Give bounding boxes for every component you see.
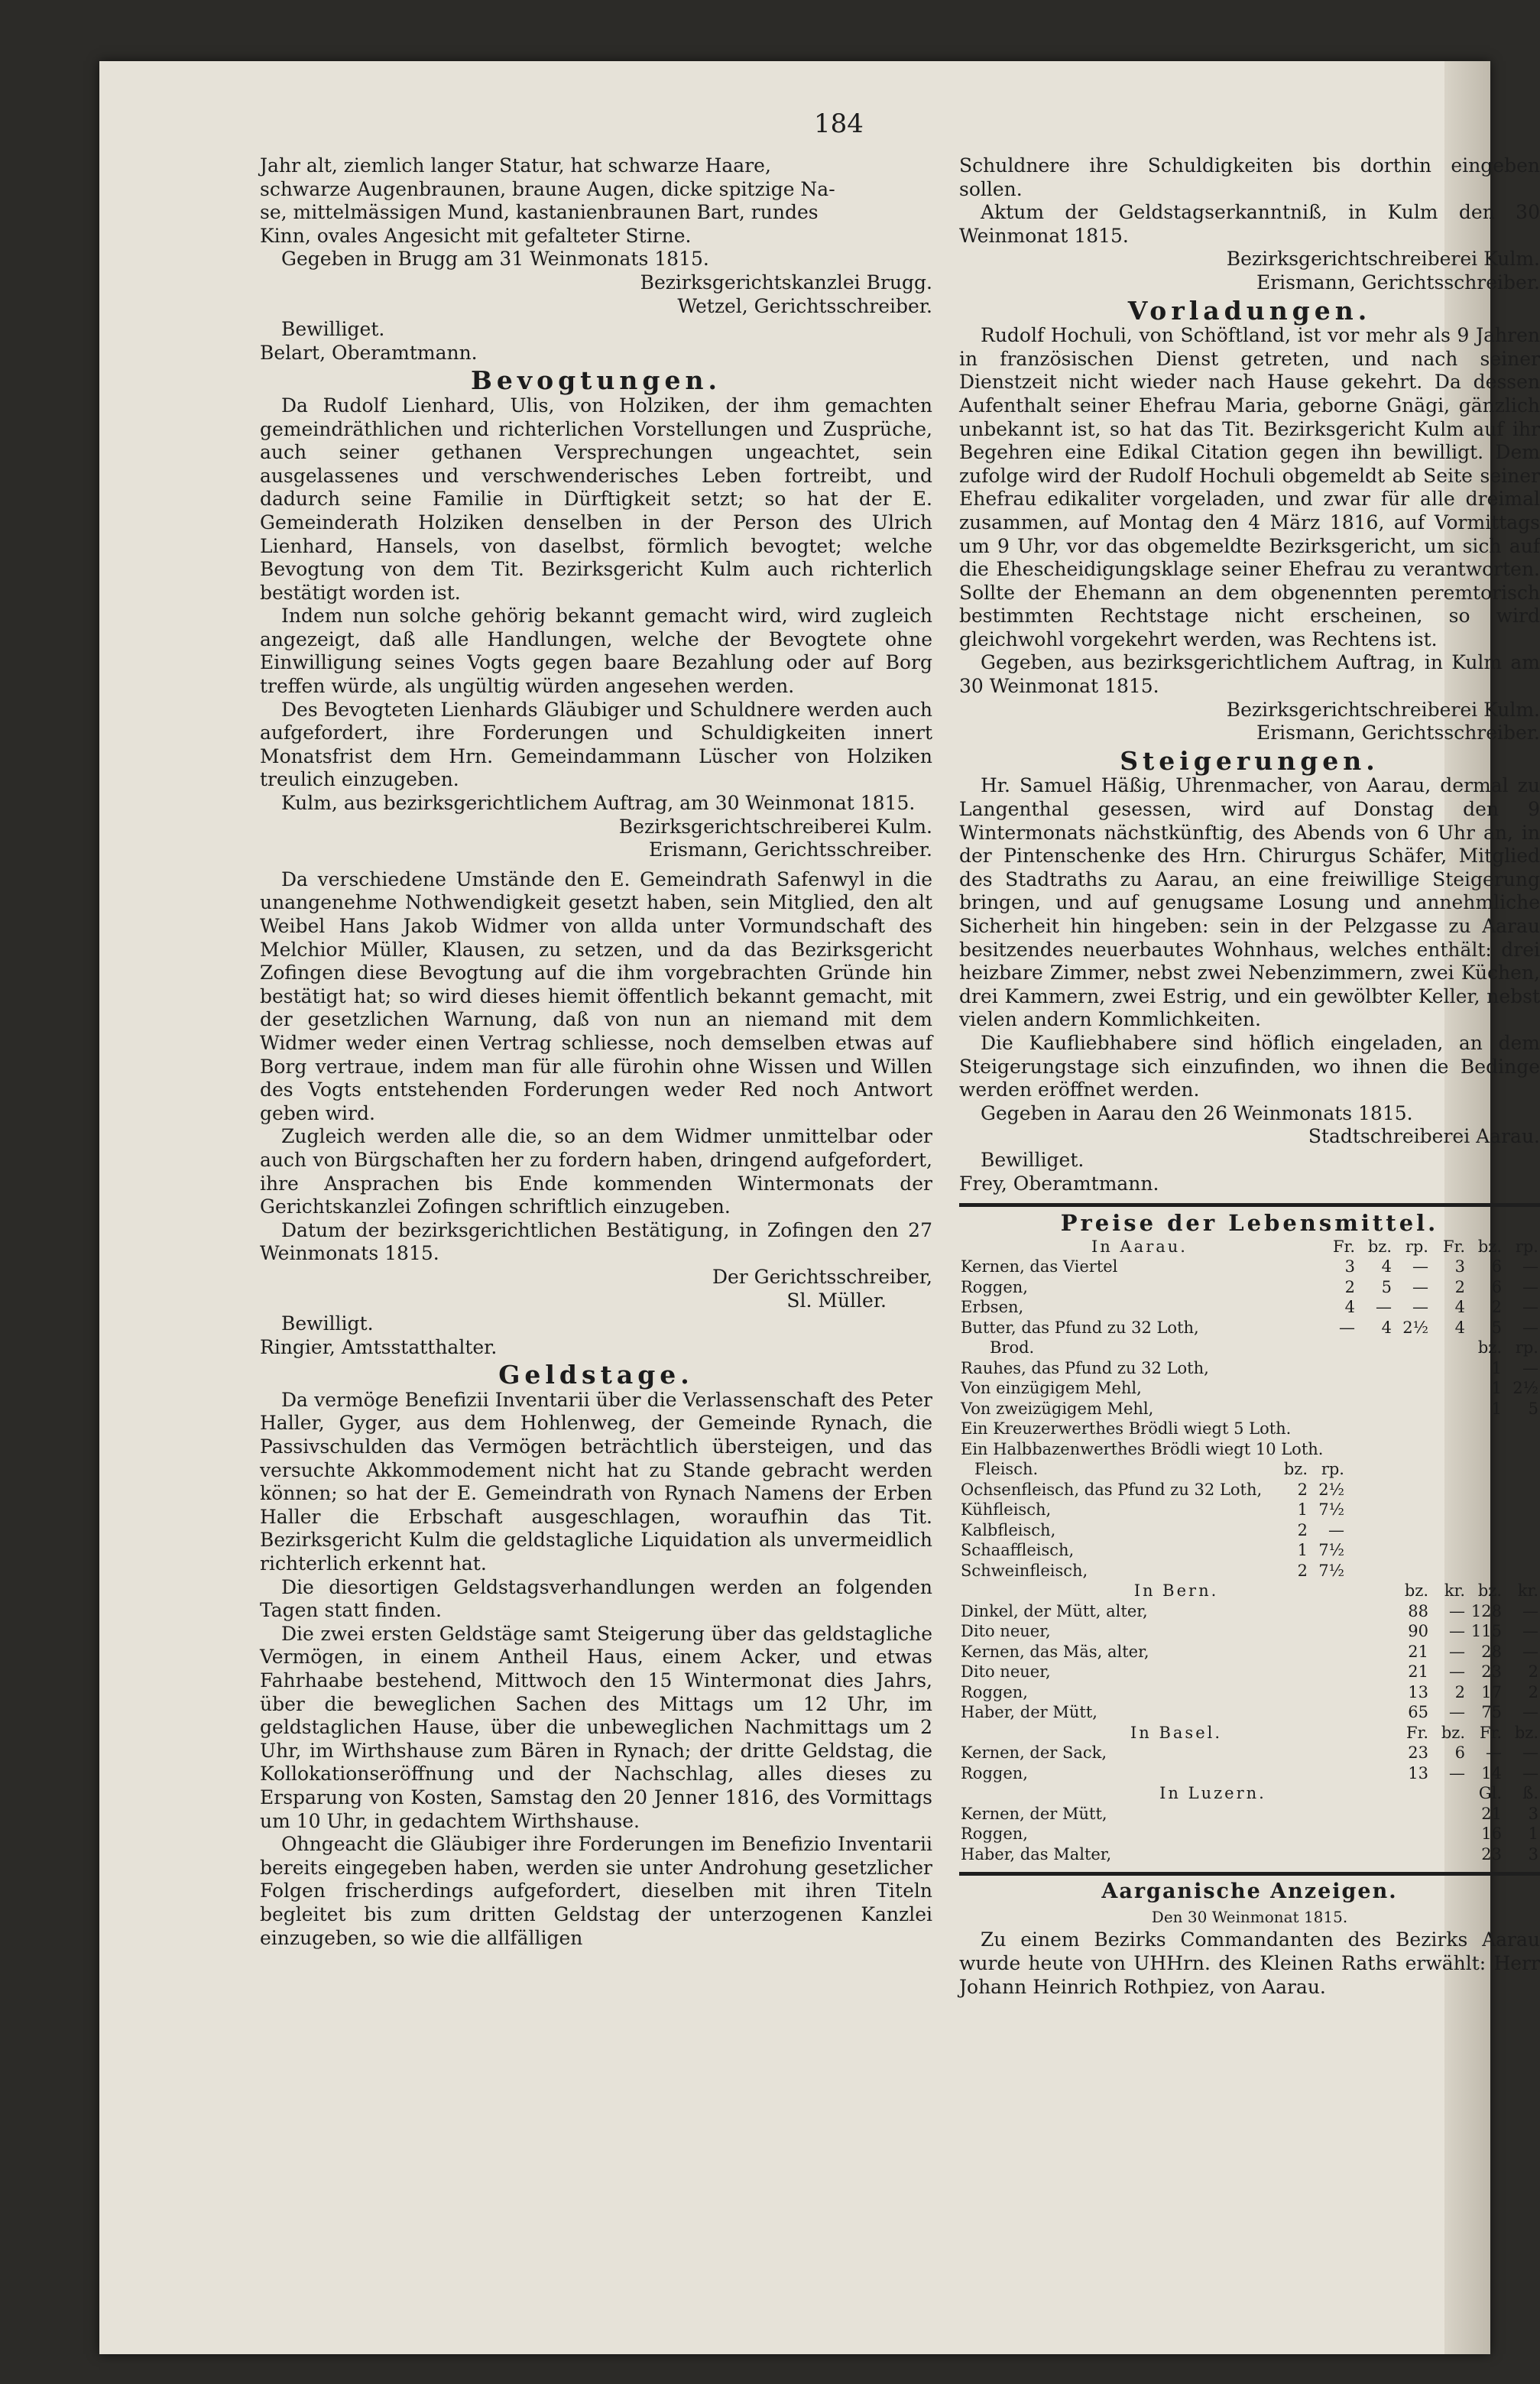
table-row xyxy=(959,1480,1540,1500)
notice-date: Gegeben in Aarau den 26 Weinmonats 1815. xyxy=(981,1101,1413,1124)
section-rule xyxy=(959,1203,1540,1207)
table-row xyxy=(959,1824,1540,1844)
value: — xyxy=(1412,1277,1428,1296)
value: 6 xyxy=(1491,1257,1502,1276)
notice-paragraph: Da Rudolf Lienhard, Ulis, von Holziken, der ihm gemachten gemeindräthlichen und richterlichen Vorstellungen und Zusprüche, auch seiner gethanen Versprechungen ungeachtet, sein ausgelassenes und verschwenderisches Leben fortreibt, und dadurch seine Familie in Dürftigkeit setzt; so hat der E. Gemeinderath Holziken denselben in der Person des Ulrich Lienhard, Hansels, von daselbst, förmlich bevogtet; welche Bevogtung von dem Tit. Bezirksgericht Kulm auch richterlich bestätigt worden ist. xyxy=(260,394,932,604)
value: 65 xyxy=(1408,1703,1428,1722)
value: 2 xyxy=(1297,1561,1308,1580)
value: 115 xyxy=(1470,1622,1502,1641)
value: — xyxy=(1522,1257,1538,1276)
col-header: rp. xyxy=(1405,1237,1428,1256)
value: — xyxy=(1328,1520,1344,1539)
value: 2 xyxy=(1454,1682,1465,1701)
notice-paragraph: Die zwei ersten Geldstäge samt Steigerung über das geldstagliche Vermögen, in einem Antheil Haus, einem Acker, und etwas Fahrhaabe bestehend, Mittwoch den 15 Wintermonat dies Jahrs, über die beweglichen Sachen des Mittags um 12 Uhr, im geldstaglichen Hause, über die unbeweglichen Nachmittags um 2 Uhr, im Wirthshause zum Bären in Rynach; der dritte Geldstag, die Kollokationseröffnung und der Nachschlag, alles dieses zu Ersparung von Kosten, Samstag den 20 Jenner 1816, des Vormittags um 10 Uhr, in gedachtem Wirthshause. xyxy=(260,1622,932,1832)
prices-heading: Preise der Lebensmittel. xyxy=(1060,1210,1439,1237)
col-header: kr. xyxy=(1517,1581,1538,1601)
value: 1 xyxy=(1297,1541,1308,1560)
signature: Bezirksgerichtschreiberei Kulm. xyxy=(1226,698,1540,721)
value: 7½ xyxy=(1318,1541,1344,1560)
col-header: Fr. xyxy=(1333,1237,1355,1256)
col-header: bz. xyxy=(1477,1581,1502,1601)
col-header: bz. xyxy=(1283,1460,1308,1479)
value: 1 xyxy=(1491,1379,1502,1398)
table-row xyxy=(959,1358,1540,1379)
item: Von einzügigem Mehl, xyxy=(961,1379,1142,1398)
col-header: Fr. xyxy=(1443,1237,1465,1256)
notice-date: Kulm, aus bezirksgerichtlichem Auftrag, am 30 Weinmonat 1815. xyxy=(281,792,916,815)
value: 13 xyxy=(1408,1763,1428,1782)
value: — xyxy=(1449,1662,1465,1682)
table-row xyxy=(959,1520,1540,1541)
table-row xyxy=(959,1763,1540,1784)
value: 2 xyxy=(1344,1277,1355,1296)
value: 16 xyxy=(1481,1824,1502,1844)
anzeigen-heading: Aarganische Anzeigen. xyxy=(1101,1880,1398,1904)
col-header: Fr. xyxy=(1406,1723,1428,1742)
item: Schweinfleisch, xyxy=(961,1561,1088,1580)
value: 1 xyxy=(1491,1358,1502,1377)
table-row xyxy=(959,1844,1540,1865)
value: 5 xyxy=(1528,1399,1538,1418)
item: Roggen, xyxy=(961,1763,1028,1782)
value: — xyxy=(1376,1298,1392,1317)
item: Dito neuer, xyxy=(961,1662,1051,1682)
value: 5 xyxy=(1491,1318,1502,1337)
item: Butter, das Pfund zu 32 Loth, xyxy=(961,1318,1199,1337)
intro-date: Gegeben in Brugg am 31 Weinmonats 1815. xyxy=(281,248,709,271)
value: — xyxy=(1522,1763,1538,1782)
signature: Erismann, Gerichtsschreiber. xyxy=(648,838,932,861)
value: — xyxy=(1522,1743,1538,1763)
value: 4 xyxy=(1344,1298,1355,1317)
signature: Erismann, Gerichtsschreiber. xyxy=(1256,722,1540,744)
value: 4 xyxy=(1454,1298,1465,1317)
col-header: bz. xyxy=(1477,1338,1502,1357)
notice-paragraph: Zugleich werden alle die, so an dem Widmer unmittelbar oder auch von Bürgschaften her zu fordern haben, dringend aufgefordert, ihre Ansprachen bis Ende kommenden Wintermonats der Gerichtskanzlei Zofingen schriftlich einzugeben. xyxy=(260,1125,932,1218)
value: 2 xyxy=(1528,1682,1538,1701)
item: Von zweizügigem Mehl, xyxy=(961,1399,1154,1418)
notice-paragraph: Hr. Samuel Häßig, Uhrenmacher, von Aarau, dermal zu Langenthal gesessen, wird auf Donstag den 9 Wintermonats nächstkünftig, des Abends von 6 Uhr an, in der Pintenschenke des Hrn. Chirurgus Schäfer, Mitglied des Stadtraths zu Aarau, an eine freiwillige Steigerung bringen, und auf genugsame Losung und annehmliche Sicherheit hin hingeben: sein in der Pelzgasse zu Aarau besitzendes neuerbautes Wohnhaus, welches enthält: drei heizbare Zimmer, nebst zwei Nebenzimmern, zwei Küchen, drei Kammern, zwei Estrig, und ein gewölbter Keller, nebst vielen andern Kommlichkeiten. xyxy=(959,774,1540,1031)
col-header: rp. xyxy=(1515,1237,1538,1256)
notice-paragraph: Indem nun solche gehörig bekannt gemacht wird, wird zugleich angezeigt, daß alle Handlungen, welche der Bevogtete ohne Einwilligung seines Vogts gegen baare Bezahlung oder auf Borg treffen würde, als ungültig würden angesehen werden. xyxy=(260,605,932,698)
table-row xyxy=(959,1540,1540,1561)
notice-date: Gegeben, aus bezirksgerichtlichem Auftrag, in Kulm am 30 Weinmonat 1815. xyxy=(959,651,1540,698)
col-header: bz. xyxy=(1514,1723,1538,1742)
item: Dito neuer, xyxy=(961,1622,1051,1641)
value: 2 xyxy=(1297,1480,1308,1499)
price-table-basel xyxy=(959,1723,1540,1784)
city-label: In Aarau. xyxy=(1091,1237,1188,1256)
value: — xyxy=(1486,1743,1502,1763)
notice-paragraph: Zu einem Bezirks Commandanten des Bezirks Aarau wurde heute von UHHrn. des Kleinen Raths erwählt: Herr Johann Heinrich Rothpiez, von Aarau. xyxy=(959,1928,1540,1998)
item: Kernen, der Sack, xyxy=(961,1743,1107,1763)
signature: Bezirksgerichtschreiberei Kulm. xyxy=(1226,248,1540,271)
item: Kernen, das Mäs, alter, xyxy=(961,1642,1149,1661)
group-label: Brod. xyxy=(990,1338,1035,1357)
price-table-bern xyxy=(959,1581,1540,1723)
value: 128 xyxy=(1470,1601,1502,1620)
notice-paragraph: Rudolf Hochuli, von Schöftland, ist vor mehr als 9 Jahren in französischen Dienst getreten, und nach seiner Dienstzeit nicht wieder nach Hause gekehrt. Da dessen Aufenthalt seiner Ehefrau Maria, geborne Gnägi, gänzlich unbekannt ist, so hat das Tit. Bezirksgericht Kulm auf ihr Begehren eine Edikal Citation gegen ihn bewilligt. Dem zufolge wird der Rudolf Hochuli obgemeldt ab Seite seiner Ehefrau edikaliter vorgeladen, und zwar für alle dreimal zusammen, auf Montag den 4 März 1816, auf Vormittags um 9 Uhr, vor das obgemeldte Bezirksgericht, um sich auf die Ehescheidigungsklage seiner Ehefrau zu verantworten. Sollte der Ehemann an dem obgenennten peremtorisch bestimmten Rechtstage nicht erscheinen, so wird gleichwohl vorgekehrt werden, was Rechtens ist. xyxy=(959,324,1540,650)
table-row xyxy=(959,1702,1540,1723)
value: — xyxy=(1522,1601,1538,1620)
item: Kühfleisch, xyxy=(961,1500,1052,1520)
value: — xyxy=(1449,1703,1465,1722)
item: Schaaffleisch, xyxy=(961,1541,1075,1560)
value: — xyxy=(1522,1622,1538,1641)
approval: Bewilliget. xyxy=(281,318,385,341)
intro-line: Kinn, ovales Angesicht mit gefalteter Stirne. xyxy=(260,224,692,247)
table-row xyxy=(959,1318,1540,1338)
table-row xyxy=(959,1378,1540,1399)
value: — xyxy=(1449,1763,1465,1782)
value: — xyxy=(1449,1642,1465,1661)
brod-weight-line: Ein Kreuzerwerthes Brödli wiegt 5 Loth. xyxy=(961,1419,1292,1439)
signature: Wetzel, Gerichtsschreiber. xyxy=(677,294,932,317)
value: — xyxy=(1339,1318,1355,1337)
item: Haber, das Malter, xyxy=(961,1844,1112,1863)
intro-line: se, mittelmässigen Mund, kastanienbraunen Bart, rundes xyxy=(260,201,819,224)
item: Haber, der Mütt, xyxy=(961,1703,1097,1722)
signature: Bezirksgerichtschreiberei Kulm. xyxy=(618,815,932,838)
value: 2½ xyxy=(1318,1480,1344,1499)
table-row xyxy=(959,1682,1540,1703)
item: Roggen, xyxy=(961,1682,1028,1701)
value: — xyxy=(1522,1277,1538,1296)
value: 1 xyxy=(1528,1824,1538,1844)
signature: Erismann, Gerichtsschreiber. xyxy=(1256,271,1540,294)
signature: Bezirksgerichtskanzlei Brugg. xyxy=(640,271,932,294)
right-column xyxy=(959,154,1540,1999)
value: 4 xyxy=(1454,1318,1465,1337)
value: 23 xyxy=(1481,1662,1502,1682)
table-row xyxy=(959,1500,1540,1520)
table-row xyxy=(959,1804,1540,1824)
value: 21 xyxy=(1481,1804,1502,1823)
approval: Bewilliget. xyxy=(981,1148,1084,1171)
item: Roggen, xyxy=(961,1277,1028,1296)
notice-paragraph: Da vermöge Benefizii Inventarii über die Verlassenschaft des Peter Haller, Gyger, aus dem Hohlenweg, der Gemeinde Rynach, die Passivschulden das Vermögen beträchtlich übersteigen, und das versuchte Akkommodement nicht hat zu Stande gebracht werden können; so hat der E. Gemeindrath von Rynach Namens der Erben Haller die Erbschaft ausgeschlagen, woraufhin das Tit. Bezirksgericht Kulm die geldstagliche Liquidation als unvermeidlich richterlich erkennt hat. xyxy=(260,1388,932,1575)
value: — xyxy=(1522,1703,1538,1722)
notice-paragraph: Ohngeacht die Gläubiger ihre Forderungen im Benefizio Inventarii bereits eingegeben haben, werden sie unter Androhung gesetzlicher Folgen frischerdings aufgefordert, dieselben mit ihren Titeln begleitet bis zum dritten Geldstag der unterzogenen Kanzlei einzugeben, so wie die allfälligen xyxy=(260,1833,932,1949)
value: 2 xyxy=(1454,1277,1465,1296)
signature: Der Gerichtsschreiber, xyxy=(712,1265,932,1288)
official: Frey, Oberamtmann. xyxy=(959,1172,1159,1195)
left-column xyxy=(260,154,932,1950)
value: 2 xyxy=(1491,1298,1502,1317)
notice-paragraph: Da verschiedene Umstände den E. Gemeindrath Safenwyl in die unangenehme Nothwendigkeit gesetzt haben, sein Mitglied, den alt Weibel Hans Jakob Widmer von allda unter Vormundschaft des Melchior Müller, Klausen, zu setzen, und da das Bezirksgericht Zofingen diese Bevogtung auf die ihm vorgebrachten Gründe hin bestätigt hat; so wird dieses hiemit öffentlich bekannt gemacht, mit der gesetzlichen Warnung, daß von nun an niemand mit dem Widmer weder einen Vertrag schliesse, noch demselben etwas auf Borg vertraue, indem man für alle fürohin ohne Wissen und Willen des Vogts entstehenden Forderungen weder Red noch Antwort geben wird. xyxy=(260,868,932,1124)
value: 7½ xyxy=(1318,1561,1344,1580)
value: — xyxy=(1522,1358,1538,1377)
signature: Sl. Müller. xyxy=(786,1289,887,1312)
col-header: bz. xyxy=(1477,1237,1502,1256)
table-row xyxy=(959,1662,1540,1682)
official: Belart, Oberamtmann. xyxy=(260,341,478,364)
price-table-aarau xyxy=(959,1237,1540,1338)
notice-date: Aktum der Geldstagserkanntniß, in Kulm den 30 Weinmonat 1815. xyxy=(959,201,1540,247)
price-table-brod xyxy=(959,1338,1540,1459)
table-row xyxy=(959,1601,1540,1622)
value: 3 xyxy=(1454,1257,1465,1276)
value: 17 xyxy=(1481,1682,1502,1701)
table-row xyxy=(959,1621,1540,1642)
table-row xyxy=(959,1399,1540,1419)
col-header: bz. xyxy=(1404,1581,1428,1601)
official: Ringier, Amtsstatthalter. xyxy=(260,1335,498,1358)
table-row xyxy=(959,1257,1540,1277)
value: — xyxy=(1449,1601,1465,1620)
table-row xyxy=(959,1297,1540,1318)
item: Kernen, der Mütt, xyxy=(961,1804,1107,1823)
item: Kernen, das Viertel xyxy=(961,1257,1118,1276)
table-row xyxy=(959,1743,1540,1763)
table-row xyxy=(959,1277,1540,1298)
anzeigen-date: Den 30 Weinmonat 1815. xyxy=(1151,1907,1348,1926)
value: 3 xyxy=(1344,1257,1355,1276)
group-label: Fleisch. xyxy=(974,1460,1039,1479)
section-heading-geldstage: Geldstage. xyxy=(498,1360,694,1390)
value: — xyxy=(1522,1298,1538,1317)
value: 13 xyxy=(1408,1682,1428,1701)
price-table-luzern xyxy=(959,1783,1540,1864)
intro-line: schwarze Augenbraunen, braune Augen, dicke spitzige Na- xyxy=(260,177,835,200)
value: — xyxy=(1522,1642,1538,1661)
newspaper-page xyxy=(99,61,1540,2354)
value: 4 xyxy=(1381,1257,1392,1276)
col-header: ß. xyxy=(1522,1784,1538,1803)
value: 23 xyxy=(1408,1743,1428,1763)
value: — xyxy=(1522,1318,1538,1337)
value: 28 xyxy=(1481,1642,1502,1661)
col-header: bz. xyxy=(1367,1237,1392,1256)
notice-paragraph: Die diesortigen Geldstagsverhandlungen werden an folgenden Tagen statt finden. xyxy=(260,1575,932,1622)
col-header: kr. xyxy=(1444,1581,1465,1601)
value: 23 xyxy=(1481,1844,1502,1863)
item: Roggen, xyxy=(961,1824,1028,1844)
value: 4 xyxy=(1381,1318,1392,1337)
section-heading-bevogtungen: Bevogtungen. xyxy=(471,365,721,396)
value: 3 xyxy=(1528,1804,1538,1823)
col-header: bz. xyxy=(1441,1723,1465,1742)
table-row xyxy=(959,1642,1540,1662)
value: 88 xyxy=(1408,1601,1428,1620)
value: 3 xyxy=(1528,1844,1538,1863)
intro-line: Jahr alt, ziemlich langer Statur, hat schwarze Haare, xyxy=(260,154,771,177)
table-row xyxy=(959,1561,1540,1581)
value: 2½ xyxy=(1402,1318,1428,1337)
notice-paragraph: Schuldnere ihre Schuldigkeiten bis dorthin eingeben sollen. xyxy=(959,154,1540,200)
value: 6 xyxy=(1491,1277,1502,1296)
value: — xyxy=(1412,1257,1428,1276)
notice-paragraph: Des Bevogteten Lienhards Gläubiger und Schuldnere werden auch aufgefordert, ihre Forderungen und Schuldigkeiten innert Monatsfrist dem Hrn. Gemeindammann Lüscher von Holziken treulich einzugeben. xyxy=(260,698,932,791)
item: Rauhes, das Pfund zu 32 Loth, xyxy=(961,1358,1209,1377)
city-label: In Basel. xyxy=(1130,1723,1223,1742)
section-rule xyxy=(959,1872,1540,1876)
value: 2 xyxy=(1528,1662,1538,1682)
value: 5 xyxy=(1381,1277,1392,1296)
value: 7½ xyxy=(1318,1500,1344,1520)
section-heading-vorladungen: Vorladungen. xyxy=(1127,295,1372,326)
value: 75 xyxy=(1481,1703,1502,1722)
item: Erbsen, xyxy=(961,1298,1024,1317)
value: 6 xyxy=(1454,1743,1465,1763)
value: 2½ xyxy=(1512,1379,1538,1398)
signature: Stadtschreiberei Aarau. xyxy=(1308,1125,1540,1148)
notice-paragraph: Die Kaufliebhabere sind höflich eingeladen, an dem Steigerungstage sich einzufinden, wo ihnen die Bedinge werden eröffnet werden. xyxy=(959,1031,1540,1101)
col-header: Gl. xyxy=(1478,1784,1502,1803)
col-header: Fr. xyxy=(1480,1723,1502,1742)
page-number: 184 xyxy=(814,109,864,139)
col-header: rp. xyxy=(1321,1460,1344,1479)
item: Ochsenfleisch, das Pfund zu 32 Loth, xyxy=(961,1480,1263,1499)
value: 14 xyxy=(1481,1763,1502,1782)
price-table-fleisch xyxy=(959,1459,1540,1581)
item: Kalbfleisch, xyxy=(961,1520,1056,1539)
item: Dinkel, der Mütt, alter, xyxy=(961,1601,1148,1620)
section-heading-steigerungen: Steigerungen. xyxy=(1120,745,1380,776)
value: — xyxy=(1412,1298,1428,1317)
brod-weight-line: Ein Halbbazenwerthes Brödli wiegt 10 Loth. xyxy=(961,1439,1324,1458)
value: 90 xyxy=(1408,1622,1428,1641)
city-label: In Bern. xyxy=(1133,1581,1219,1601)
value: 1 xyxy=(1297,1500,1308,1520)
value: — xyxy=(1449,1622,1465,1641)
value: 1 xyxy=(1491,1399,1502,1418)
value: 2 xyxy=(1297,1520,1308,1539)
col-header: rp. xyxy=(1515,1338,1538,1357)
value: 21 xyxy=(1408,1642,1428,1661)
approval: Bewilligt. xyxy=(281,1312,374,1335)
city-label: In Luzern. xyxy=(1159,1784,1266,1803)
notice-date: Datum der bezirksgerichtlichen Bestätigung, in Zofingen den 27 Weinmonats 1815. xyxy=(260,1218,932,1265)
value: 21 xyxy=(1408,1662,1428,1682)
